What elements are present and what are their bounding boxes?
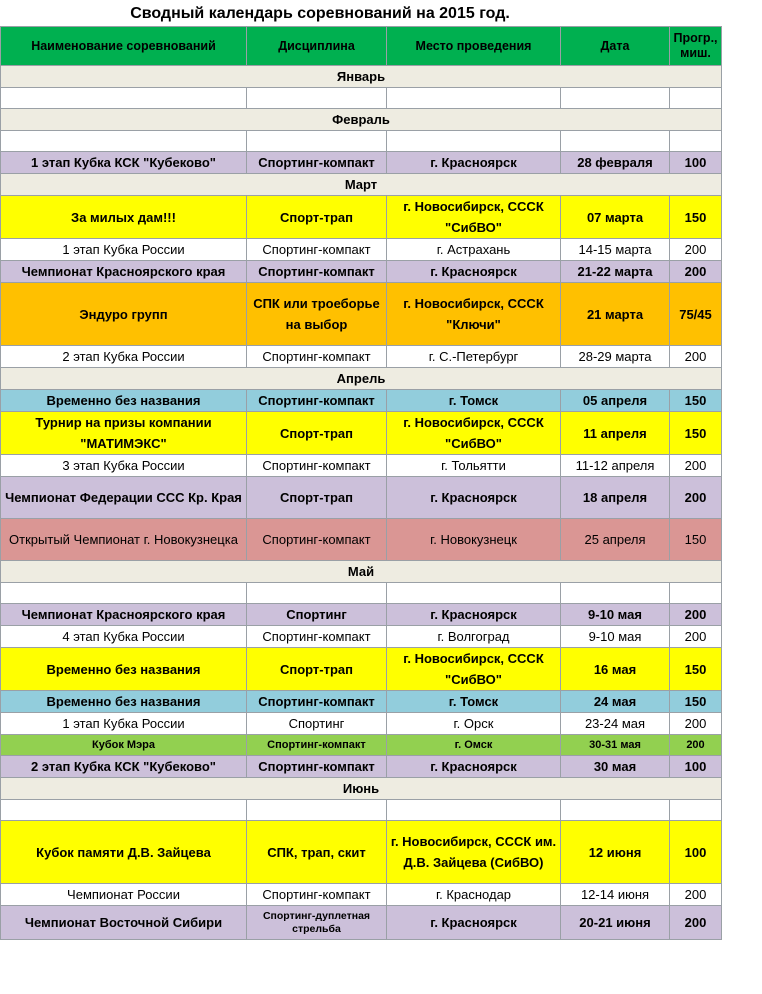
event-prog: 200	[670, 884, 722, 906]
event-name: Временно без названия	[1, 390, 247, 412]
empty-row	[1, 583, 722, 604]
event-prog: 200	[670, 626, 722, 648]
event-name: Временно без названия	[1, 691, 247, 713]
event-discipline: Спортинг-компакт	[247, 346, 387, 368]
event-date: 07 марта	[561, 196, 670, 239]
event-prog: 200	[670, 604, 722, 626]
header-name: Наименование соревнований	[1, 27, 247, 66]
event-name: 1 этап Кубка России	[1, 239, 247, 261]
month-label: Февраль	[1, 109, 722, 131]
event-date: 11 апреля	[561, 412, 670, 455]
event-row	[1, 390, 722, 412]
event-discipline: Спортинг-компакт	[247, 390, 387, 412]
event-date: 24 мая	[561, 691, 670, 713]
event-row	[1, 648, 722, 691]
event-row	[1, 346, 722, 368]
event-discipline: Спорт-трап	[247, 196, 387, 239]
event-row	[1, 455, 722, 477]
event-prog: 200	[670, 906, 722, 940]
page-title: Сводный календарь соревнований на 2015 год.	[130, 5, 510, 22]
event-place: г. С.-Петербург	[387, 346, 561, 368]
event-row	[1, 713, 722, 735]
event-date: 21-22 марта	[561, 261, 670, 283]
event-discipline: Спорт-трап	[247, 412, 387, 455]
empty-row	[1, 88, 722, 109]
event-date: 20-21 июня	[561, 906, 670, 940]
month-row	[1, 174, 722, 196]
event-date: 30-31 мая	[561, 735, 670, 756]
event-place: г. Новосибирск, СССК "СибВО"	[387, 648, 561, 691]
event-name: 4 этап Кубка России	[1, 626, 247, 648]
event-discipline: Спортинг-компакт	[247, 884, 387, 906]
event-place: г. Тольятти	[387, 455, 561, 477]
header-discipline: Дисциплина	[247, 27, 387, 66]
event-name: Временно без названия	[1, 648, 247, 691]
event-name: 1 этап Кубка КСК "Кубеково"	[1, 152, 247, 174]
event-prog: 100	[670, 756, 722, 778]
empty-cell	[247, 800, 387, 821]
month-row	[1, 561, 722, 583]
event-place: г. Красноярск	[387, 604, 561, 626]
event-discipline: Спортинг-компакт	[247, 239, 387, 261]
event-row	[1, 735, 722, 756]
event-name: Турнир на призы компании "МАТИМЭКС"	[1, 412, 247, 455]
month-label: Июнь	[1, 778, 722, 800]
event-prog: 100	[670, 152, 722, 174]
event-place: г. Новосибирск, СССК "СибВО"	[387, 412, 561, 455]
event-row	[1, 239, 722, 261]
month-row	[1, 368, 722, 390]
empty-cell	[1, 800, 247, 821]
event-date: 9-10 мая	[561, 626, 670, 648]
month-label: Май	[1, 561, 722, 583]
event-discipline: Спортинг-компакт	[247, 519, 387, 561]
event-name: Эндуро групп	[1, 283, 247, 346]
event-name: Чемпионат России	[1, 884, 247, 906]
event-row	[1, 691, 722, 713]
event-prog: 200	[670, 346, 722, 368]
event-date: 12 июня	[561, 821, 670, 884]
event-place: г. Новосибирск, СССК им. Д.В. Зайцева (СибВО)	[387, 821, 561, 884]
event-place: г. Красноярск	[387, 261, 561, 283]
event-prog: 200	[670, 477, 722, 519]
event-name: Чемпионат Федерации ССС Кр. Края	[1, 477, 247, 519]
event-row	[1, 152, 722, 174]
event-date: 28 февраля	[561, 152, 670, 174]
event-prog: 150	[670, 412, 722, 455]
header-program: Прогр., миш.	[670, 27, 722, 66]
empty-cell	[561, 583, 670, 604]
event-discipline: Спортинг	[247, 713, 387, 735]
calendar-body	[1, 27, 722, 940]
event-place: г. Красноярск	[387, 756, 561, 778]
month-row	[1, 109, 722, 131]
event-discipline: Спортинг-компакт	[247, 152, 387, 174]
event-name: За милых дам!!!	[1, 196, 247, 239]
event-row	[1, 196, 722, 239]
event-row	[1, 261, 722, 283]
event-row	[1, 756, 722, 778]
event-prog: 200	[670, 239, 722, 261]
empty-cell	[247, 88, 387, 109]
event-prog: 200	[670, 735, 722, 756]
event-name: Кубок памяти Д.В. Зайцева	[1, 821, 247, 884]
month-label: Апрель	[1, 368, 722, 390]
empty-row	[1, 800, 722, 821]
event-place: г. Красноярск	[387, 477, 561, 519]
event-row	[1, 604, 722, 626]
empty-cell	[247, 583, 387, 604]
event-name: 1 этап Кубка России	[1, 713, 247, 735]
event-discipline: Спортинг-дуплетная стрельба	[247, 906, 387, 940]
event-name: 3 этап Кубка России	[1, 455, 247, 477]
month-row	[1, 778, 722, 800]
event-name: Чемпионат Красноярского края	[1, 604, 247, 626]
empty-cell	[387, 131, 561, 152]
event-name: 2 этап Кубка России	[1, 346, 247, 368]
event-place: г. Орск	[387, 713, 561, 735]
event-prog: 150	[670, 691, 722, 713]
event-discipline: СПК или троеборье на выбор	[247, 283, 387, 346]
event-place: г. Омск	[387, 735, 561, 756]
event-row	[1, 906, 722, 940]
event-prog: 200	[670, 261, 722, 283]
empty-cell	[670, 800, 722, 821]
event-date: 18 апреля	[561, 477, 670, 519]
event-discipline: Спорт-трап	[247, 477, 387, 519]
event-place: г. Краснодар	[387, 884, 561, 906]
header-place: Место проведения	[387, 27, 561, 66]
empty-cell	[670, 583, 722, 604]
header-row	[1, 27, 722, 66]
header-date: Дата	[561, 27, 670, 66]
event-prog: 150	[670, 648, 722, 691]
event-row	[1, 477, 722, 519]
event-row	[1, 283, 722, 346]
event-row	[1, 884, 722, 906]
event-discipline: Спортинг	[247, 604, 387, 626]
event-place: г. Томск	[387, 691, 561, 713]
event-discipline: Спортинг-компакт	[247, 691, 387, 713]
calendar-table	[0, 26, 722, 940]
event-date: 9-10 мая	[561, 604, 670, 626]
empty-cell	[387, 800, 561, 821]
event-date: 16 мая	[561, 648, 670, 691]
event-prog: 100	[670, 821, 722, 884]
empty-cell	[670, 131, 722, 152]
empty-cell	[1, 88, 247, 109]
event-row	[1, 519, 722, 561]
event-place: г. Красноярск	[387, 152, 561, 174]
event-prog: 75/45	[670, 283, 722, 346]
event-name: Чемпионат Красноярского края	[1, 261, 247, 283]
empty-cell	[561, 88, 670, 109]
event-discipline: Спорт-трап	[247, 648, 387, 691]
event-place: г. Волгоград	[387, 626, 561, 648]
event-prog: 150	[670, 390, 722, 412]
event-discipline: СПК, трап, скит	[247, 821, 387, 884]
empty-cell	[1, 131, 247, 152]
event-name: Открытый Чемпионат г. Новокузнецка	[1, 519, 247, 561]
event-place: г. Новосибирск, СССК "Ключи"	[387, 283, 561, 346]
event-name: Кубок Мэра	[1, 735, 247, 756]
event-discipline: Спортинг-компакт	[247, 261, 387, 283]
event-date: 25 апреля	[561, 519, 670, 561]
event-place: г. Астрахань	[387, 239, 561, 261]
empty-cell	[387, 88, 561, 109]
event-place: г. Томск	[387, 390, 561, 412]
event-date: 21 марта	[561, 283, 670, 346]
event-date: 28-29 марта	[561, 346, 670, 368]
empty-cell	[670, 88, 722, 109]
event-prog: 150	[670, 519, 722, 561]
event-place: г. Новокузнецк	[387, 519, 561, 561]
event-row	[1, 626, 722, 648]
event-place: г. Новосибирск, СССК "СибВО"	[387, 196, 561, 239]
empty-cell	[247, 131, 387, 152]
event-name: 2 этап Кубка КСК "Кубеково"	[1, 756, 247, 778]
event-prog: 150	[670, 196, 722, 239]
empty-cell	[561, 131, 670, 152]
event-date: 14-15 марта	[561, 239, 670, 261]
event-discipline: Спортинг-компакт	[247, 735, 387, 756]
event-discipline: Спортинг-компакт	[247, 626, 387, 648]
empty-row	[1, 131, 722, 152]
event-date: 11-12 апреля	[561, 455, 670, 477]
empty-cell	[1, 583, 247, 604]
event-discipline: Спортинг-компакт	[247, 756, 387, 778]
event-date: 23-24 мая	[561, 713, 670, 735]
month-label: Март	[1, 174, 722, 196]
event-row	[1, 821, 722, 884]
empty-cell	[387, 583, 561, 604]
event-name: Чемпионат Восточной Сибири	[1, 906, 247, 940]
event-discipline: Спортинг-компакт	[247, 455, 387, 477]
month-label: Январь	[1, 66, 722, 88]
event-date: 30 мая	[561, 756, 670, 778]
event-date: 05 апреля	[561, 390, 670, 412]
event-prog: 200	[670, 455, 722, 477]
event-date: 12-14 июня	[561, 884, 670, 906]
event-prog: 200	[670, 713, 722, 735]
empty-cell	[561, 800, 670, 821]
event-place: г. Красноярск	[387, 906, 561, 940]
month-row	[1, 66, 722, 88]
event-row	[1, 412, 722, 455]
